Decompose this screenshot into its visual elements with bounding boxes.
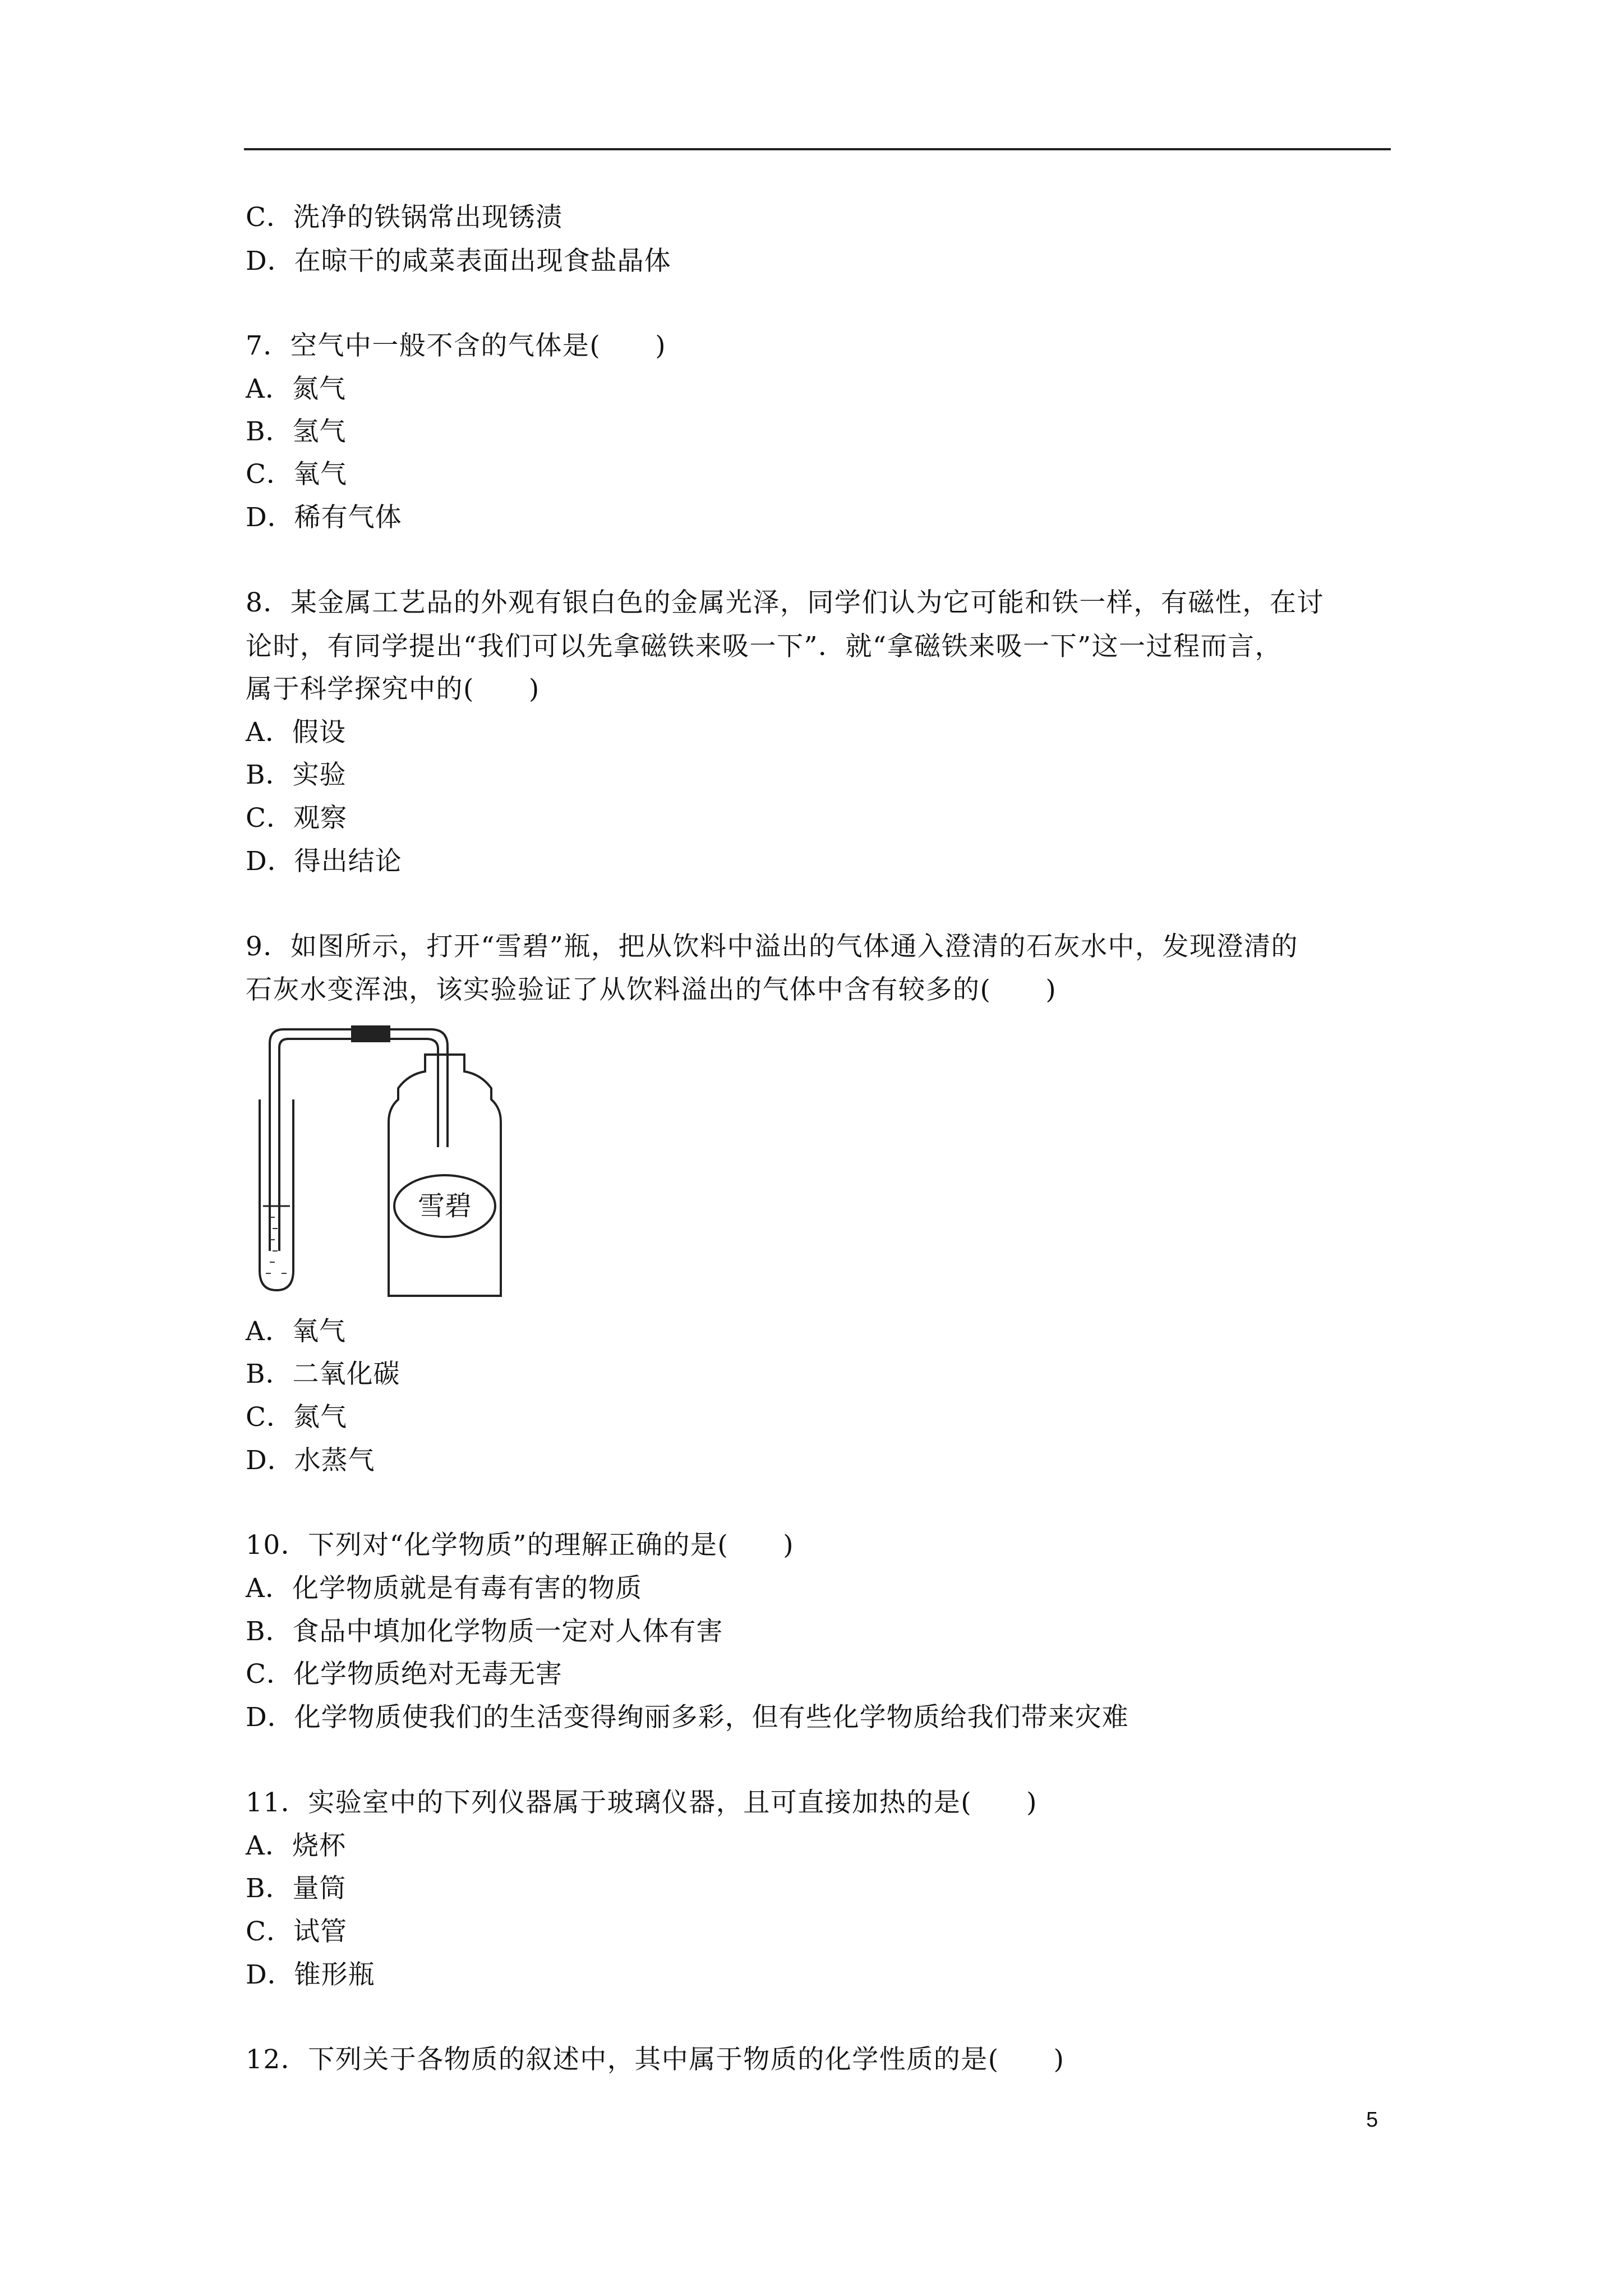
q11-option-c: C．试管 [246, 1916, 347, 1947]
q8-option-b: B．实验 [246, 760, 347, 790]
q9-stem-line-2: 石灰水变浑浊，该实验验证了从饮料溢出的气体中含有较多的( ) [246, 974, 1057, 1005]
q10-option-c: C．化学物质绝对无毒无害 [246, 1659, 562, 1690]
q11-option-b: B．量筒 [246, 1873, 347, 1904]
q10-stem: 10．下列对“化学物质”的理解正确的是( ) [246, 1530, 795, 1561]
q10-option-b: B．食品中填加化学物质一定对人体有害 [246, 1616, 723, 1647]
q7-option-c: C．氧气 [246, 459, 347, 490]
q9-option-c: C．氮气 [246, 1402, 347, 1433]
q7-option-a: A．氮气 [246, 374, 346, 404]
q11-option-d: D．锥形瓶 [246, 1959, 375, 1990]
q7-stem: 7．空气中一般不含的气体是( ) [246, 330, 667, 361]
page-number: 5 [1366, 2108, 1378, 2132]
delivery-tube-inner [279, 1039, 438, 1251]
q7-option-d: D．稀有气体 [246, 502, 402, 533]
q8-option-c: C．观察 [246, 803, 347, 834]
q10-option-a: A．化学物质就是有毒有害的物质 [246, 1573, 642, 1604]
q9-option-b: B．二氧化碳 [246, 1359, 400, 1389]
q6-option-c: C．洗净的铁锅常出现锈渍 [246, 202, 562, 233]
q8-stem-line-1: 8．某金属工艺品的外观有银白色的金属光泽，同学们认为它可能和铁一样，有磁性，在讨 [246, 587, 1324, 618]
q11-stem: 11．实验室中的下列仪器属于玻璃仪器，且可直接加热的是( ) [246, 1787, 1038, 1818]
q8-stem-line-2: 论时，有同学提出“我们可以先拿磁铁来吸一下”．就“拿磁铁来吸一下”这一过程而言， [246, 631, 1283, 662]
q7-option-b: B．氢气 [246, 416, 347, 447]
q10-option-d: D．化学物质使我们的生活变得绚丽多彩，但有些化学物质给我们带来灾难 [246, 1702, 1129, 1733]
rubber-connector [351, 1025, 390, 1042]
header-rule [244, 148, 1391, 150]
bottle-label-text: 雪碧 [417, 1190, 472, 1222]
test-tube [260, 1099, 293, 1290]
sprite-bottle-experiment-figure [246, 1015, 537, 1307]
q6-option-d: D．在晾干的咸菜表面出现食盐晶体 [246, 246, 671, 277]
q8-stem-line-3: 属于科学探究中的( ) [246, 674, 540, 705]
q9-option-a: A．氧气 [246, 1316, 346, 1347]
q9-stem-line-1: 9．如图所示，打开“雪碧”瓶，把从饮料中溢出的气体通入澄清的石灰水中，发现澄清的 [246, 931, 1298, 962]
q9-option-d: D．水蒸气 [246, 1445, 375, 1476]
q11-option-a: A．烧杯 [246, 1830, 346, 1861]
q8-option-d: D．得出结论 [246, 846, 402, 877]
q12-stem: 12．下列关于各物质的叙述中，其中属于物质的化学性质的是( ) [246, 2044, 1065, 2075]
q8-option-a: A．假设 [246, 717, 346, 748]
